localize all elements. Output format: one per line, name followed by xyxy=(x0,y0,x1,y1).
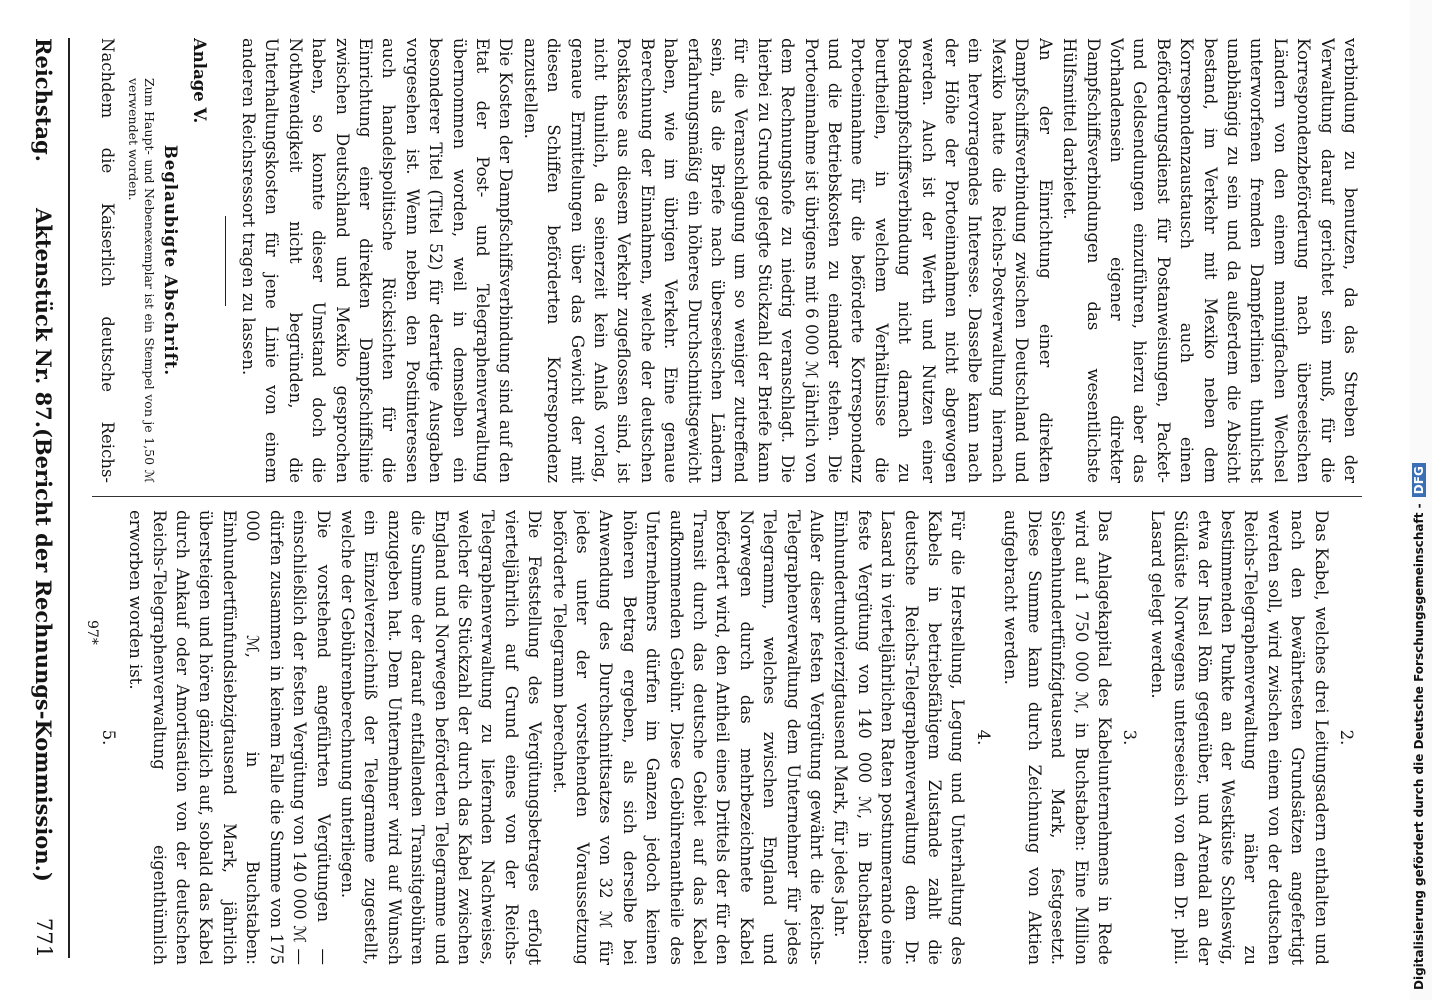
paragraph: Nachdem die Kaiserlich deutsche Reichs- xyxy=(97,38,117,483)
section-number: 2. xyxy=(1337,729,1356,746)
section-divider xyxy=(226,216,227,306)
paragraph: Die Kosten der Dampfschiffsverbindung sind auf den Etat der Post- und Telegraphenverwaltung übernommen worden, weil in demselben ein besonderer Titel (Titel 52) für derartige Ausgaben vorgesehen ist. Wenn neben den Postinteressen auch handelspolitische Rücksichten für die Einrichtung einer direkten Dampfschiffslinie zwischen Deutschland und Mexiko gesprochen haben, so konnte dieser Umstand doch die Nothwendigkeit nicht begründen, die Unterhaltungskosten für jene Linie von einem anderen Reichsressort tragen zu lassen. xyxy=(238,38,516,483)
header-rule xyxy=(68,38,70,958)
paragraph: verbindung zu benutzen, da das Streben der Verwaltung darauf gerichtet sein muß, für die Korrespondenzbeförderung nach überseeischen Ländern von den einem mannigfachen Wechsel unterworfenen fremden Dampferlinien thunlichst unabhängig zu sein und da außerdem die Absicht bestand, im Verkehr mit Mexiko neben dem Korrespondenzaustausch auch einen Beförderungsdienst für Postanweisungen, Packet- und Geldsendungen einzuführen, hierzu aber das Vorhandensein eigener direkter Dampfschiffsverbindungen das wesentlichste Hülfsmittel darbietet. xyxy=(1060,38,1360,483)
header-reichstag: Reichstag. xyxy=(31,38,56,162)
section-number: 4. xyxy=(973,729,993,746)
section-number: 5. xyxy=(98,729,118,746)
annex-heading: Beglaubigte Abschrift. xyxy=(161,144,181,377)
section-number: 3. xyxy=(1120,729,1140,746)
dfg-logo: DFG xyxy=(1412,463,1426,497)
signature-mark: 97* xyxy=(84,620,100,645)
column-divider xyxy=(92,496,1362,497)
left-column xyxy=(92,38,1362,483)
paragraph: Für die Herstellung, Legung und Unterhaltung des Kabels in betriebsfähigem Zustande zahlt die deutsche Reichs-Telegraphenverwaltung dem Dr. Lasard in vierteljährlichen Raten postnumerando eine feste Vergütung von 140 000 ℳ, in Buchstaben: Einhundertundvierzigtausend Mark, für jedes Jahr. xyxy=(831,510,968,965)
paragraph: Die vorstehend angeführten Vergütungen — einschließlich der festen Vergütung von 140 000 ℳ — dürfen zusammen in keinem Falle die Summe von 175 000 ℳ, in Buchstaben: Einhundertfünfundsiebzigtausend Mark, jährlich übersteigen und hören gänzlich auf, sobald das Kabel durch Ankauf oder Amortisation von der deutschen Reichs-Telegraphenverwaltung eigenthümlich erworben worden ist. xyxy=(126,510,333,965)
paragraph: Außer dieser festen Vergütung gewährt die Reichs-Telegraphenverwaltung dem Unternehmer für jedes Telegramm, welches zwischen England und Norwegen durch das mehrbezeichnete Kabel befördert wird, den Antheil eines Drittels der für den Transit durch das deutsche Gebiet auf das Kabel aufkommenden Gebühr. Diese Gebührenantheile des Unternehmers dürfen im Ganzen jedoch keinen höheren Betrag ergeben, als sich derselbe bei Anwendung des Durchschnittsatzes von 32 ℳ für jedes unter der vorstehenden Voraussetzung beförderte Telegramm berechnet. xyxy=(549,510,827,965)
paragraph xyxy=(92,510,94,965)
header-report-title: (Bericht der Rechnungs-Kommission.) xyxy=(31,428,56,882)
paragraph: Das Anlagekapital des Kabelunternehmens in Rede wird auf 1 750 000 ℳ, in Buchstaben: Eine Million Siebenhundertfünfzigtausend Mark, festgesetzt. Diese Summe kann durch Zeichnung von Aktien aufgebracht werden. xyxy=(1001,510,1114,965)
funding-note-text: Digitalisierung gefördert durch die Deutsche Forschungsgemeinschaft - xyxy=(1412,503,1426,990)
annex-title: Anlage V. xyxy=(190,38,210,124)
page-number: 771 xyxy=(32,917,56,958)
header-document-number: Aktenstück Nr. 87. xyxy=(31,208,56,429)
paragraph: An der Einrichtung einer direkten Dampfschiffsverbindung zwischen Deutschland und Mexiko hatte die Reichs-Postverwaltung hiernach ein hervorragendes Interesse. Dasselbe kann nach der Höhe der Portoeinnahmen nicht abgewogen werden. Auch ist der Werth und Nutzen einer Postdampfschiffsverbindung nicht darnach zu beurtheilen, in welchem Verhältnisse die Portoeinnahme für die beförderte Korrespondenz und die Betriebskosten zu einander stehen. Die Portoeinnahme ist übrigens mit 6 000 ℳ jährlich von dem Rechnungshofe zu niedrig veranschlagt. Die hierbei zu Grunde gelegte Stückzahl der Briefe kann für die Veranschlagung um so weniger zutreffend sein, als die Briefe nach überseeischen Ländern erfahrungsmäßig ein höheres Durchschnittsgewicht haben, wie im übrigen Verkehr. Eine genaue Berechnung der Einnahmen, welche der deutschen Postkasse aus diesem Verkehr zugeflossen sind, ist nicht thunlich, da seinerzeit kein Anlaß vorlag, genaue Ermittelungen über das Gewicht der mit diesen Schiffen beförderten Korrespondenz anzustellen. xyxy=(520,38,1055,483)
annex-stamp-note: Zum Haupt- und Nebenexemplar ist ein Stempel von je 1,50 ℳ verwendet worden. xyxy=(125,78,157,483)
paragraph: Die Feststellung des Vergütungsbetrages erfolgt vierteljährlich auf Grund eines von der Reichs-Telegraphenverwaltung zu liefernden Nachweises, welcher die Stückzahl der durch das Kabel zwischen England und Norwegen beförderten Telegramme und die Summe der darauf entfallenden Transitgebühren anzugeben hat. Dem Unternehmer wird auf Wunsch ein Einzelverzeichniß der Telegramme zugestellt, welche der Gebührenberechnung unterliegen. xyxy=(337,510,545,965)
right-column xyxy=(92,510,1362,965)
running-header xyxy=(22,38,62,958)
paragraph: Das Kabel, welches drei Leitungsadern enthalten und nach den bewährtesten Grundsätzen angefertigt werden soll, wird zwischen einem von der deutschen Reichs-Telegraphenverwaltung näher zu bestimmenden Punkte an der Westküste Schleswig, etwa der Insel Röm gegenüber, und Arendal an der Südküste Norwegens unterseeisch von dem Dr. phil. Lasard gelegt werden. xyxy=(1147,510,1331,965)
